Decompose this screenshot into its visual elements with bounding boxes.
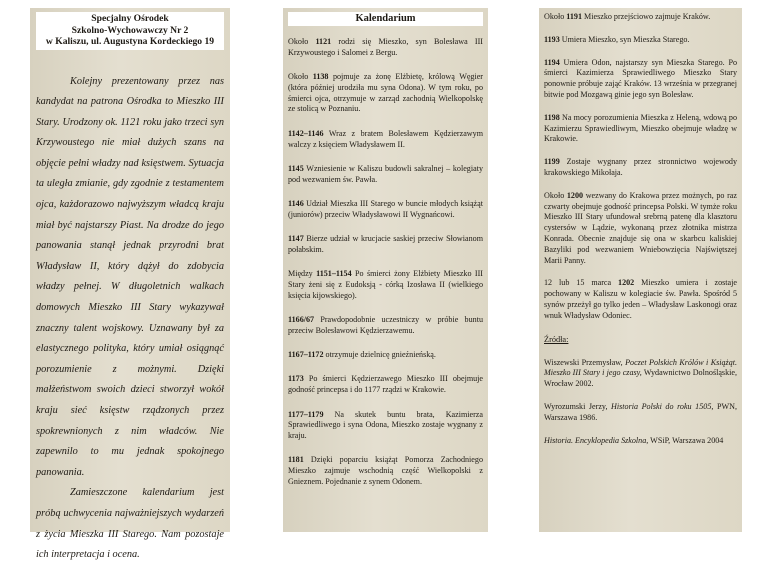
intro-paragraph: Zamieszczone kalendarium jest próbą uchwycenia najważniejszych wydarzeń z życia Mieszka III Starego. Nam pozostaje ich interpretacja i ocena. (36, 487, 224, 561)
entry-text: rodzi się Mieszko, syn Bolesława III Krzywoustego i Salomei z Bergu. (288, 37, 484, 57)
calendar-entry (544, 191, 737, 267)
entry-year: 1200 (566, 190, 584, 200)
entry-text: Bierze udział w krucjacie saskiej przeciw Słowianom połabskim. (288, 234, 483, 254)
intro-text (36, 72, 224, 566)
calendar-entry (288, 37, 483, 59)
entry-year: 1167–1172 (288, 350, 324, 360)
entry-year: 1199 (544, 157, 560, 167)
school-name-line-1: Specjalny Ośrodek (91, 13, 169, 24)
entry-text: Mieszko umiera i zostaje pochowany w Kaliszu w kolegiacie św. Pawła. Spośród 5 synów przeżył go tylko jeden – Władysław Laskonogi oraz wnuk Władysław Odoniec. (544, 278, 737, 320)
entry-text: Wraz z bratem Bolesławem Kędzierzawym walczy z księciem Władysławem II. (288, 128, 483, 149)
calendar-title: Kalendarium (288, 12, 483, 26)
calendar-entry (544, 157, 737, 179)
entry-year: 1166/67 (288, 315, 315, 325)
entry-text: Na mocy porozumienia Mieszka z Heleną, wdową po Kazimierzu Sprawiedliwym, Mieszko obejmuje władzę w Krakowie. (544, 112, 737, 144)
school-address: w Kaliszu, ul. Augustyna Kordeckiego 19 (45, 36, 215, 47)
entry-text: Umiera Odon, najstarszy syn Mieszka Starego. Po śmierci Kazimierza Sprawiedliwego Mieszko Stary ponownie próbuje zająć Kraków. 13 września w przegranej bitwie pod Mozgawą ginie jego syn Bolesław. (544, 57, 737, 99)
entry-text: Po śmierci Kędzierzawego Mieszko III obejmuje godność princepsa i do 1177 rządzi w Krakowie. (288, 374, 483, 395)
calendar-entry (544, 278, 737, 321)
calendar-entry (288, 455, 483, 487)
calendar-entry (544, 35, 737, 46)
calendar-entry (288, 350, 483, 361)
intro-panel (30, 8, 230, 561)
calendar-entry (288, 269, 483, 301)
entry-year: 1146 (288, 198, 304, 208)
entry-year: 1193 (544, 34, 560, 44)
source-publisher: , PWN, Warszawa 1986. (544, 401, 737, 422)
calendar-entries-list (544, 12, 737, 322)
entry-text: Po śmierci żony Elżbiety Mieszko III Stary żeni się z Eudoksją - córką Izosława II (wielkiego księcia kijowskiego). (288, 269, 483, 300)
calendar-entry (288, 315, 483, 337)
entry-year: 1121 (315, 37, 332, 46)
entry-text: Wzniesienie w Kaliszu budowli sakralnej – kolegiaty pod wezwaniem św. Pawła. (288, 163, 483, 184)
source-title: Historia Polski do roku 1505 (611, 401, 712, 411)
calendar-entry (288, 129, 483, 151)
entry-year: 1138 (312, 72, 329, 82)
calendar-entry (288, 72, 483, 115)
calendar-entry (544, 12, 737, 23)
source-author: Wyrozumski Jerzy, (544, 401, 612, 411)
entry-text: Umiera Mieszko, syn Mieszka Starego. (559, 34, 690, 44)
entry-text: pojmuje za żonę Elżbietę, królową Węgier (która później urodziła mu syna Odona). W tym roku, po śmierci ojca, otrzymuje w zarząd zachodnią Wielkopolskę ze stolicą w Poznaniu. (288, 72, 484, 114)
entry-year: 1177–1179 (288, 409, 324, 419)
source-item (544, 402, 737, 424)
calendar-entry (288, 199, 483, 221)
entry-prefix: Między (288, 269, 317, 279)
entry-text: Mieszko przejściowo zajmuje Kraków. (582, 12, 711, 21)
entry-prefix: Około (288, 72, 313, 82)
calendar-entry (288, 164, 483, 186)
entry-text: wezwany do Krakowa przez możnych, po raz czwarty obejmuje godność princepsa Polski. W tymże roku Mieszko III Stary ufundował srebrną patenę dla klasztoru cystersów w Lądzie, wykonaną przez złotnika mistrza Konrada. Obecnie znajduje się ona w skarbcu kaliskiej Bazyliki pod wezwaniem Wniebowzięcia Najświętszej Marii Panny. (544, 190, 737, 265)
entry-year: 1147 (288, 234, 304, 244)
source-publisher: Wydawnictwo Dolnośląskie, Wrocław 2002. (544, 368, 737, 389)
source-publisher: , WSiP, Warszawa 2004 (646, 435, 724, 445)
entry-year: 1145 (288, 163, 304, 173)
entry-year: 1191 (566, 12, 583, 21)
entry-year: 1142–1146 (288, 128, 324, 138)
sources-heading: Źródła: (544, 334, 569, 344)
source-title: Poczet Polskich Królów i Książąt. Mieszko III Stary i jego czasy, (544, 357, 738, 378)
entry-year: 1202 (618, 278, 635, 288)
entry-year: 1194 (544, 57, 560, 67)
entry-prefix: Około (544, 12, 567, 21)
calendar-entry (288, 234, 483, 256)
intro-paragraph: Kolejny prezentowany przez nas kandydat na patrona Ośrodka to Mieszko III Stary. Urodzony ok. 1121 roku jako trzeci syn Krzywoustego nie miał dużych szans na objęcie pełni władzy nad księstwem. Sytuacja ta uległa zmianie, gdy zgodnie z testamentem ojca, każdorazowo najwyższym władcą kraju miał być najstarszy Piast. Na drodze do jego panowania stanął jednak przyrodni brat Władysław II, który dążył do zdobycia władzy pełnej. W długoletnich walkach domowych Mieszko III Stary wykazywał znaczny talent wojskowy. Uznawany był za elastycznego polityka, który umiał osiągnąć porozumienie z możnymi. Dzięki małżeństwom swoich dzieci stworzył wokół kraju sieć księstw rządzonych przez spokrewnionych z nim władców. Nie zapewnilo to mu jednak spokojnego panowania. (36, 75, 224, 478)
sources-list (544, 358, 737, 447)
entry-text: otrzymuje dzielnicę gnieźnieńską. (323, 350, 436, 360)
source-author: Wiszewski Przemysław, (544, 357, 626, 367)
calendar-entry (288, 410, 483, 442)
school-name-line-2: Szkolno-Wychowawczy Nr 2 (71, 24, 189, 36)
school-header (36, 12, 224, 50)
entry-text: Na skutek buntu brata, Kazimierza Sprawiedliwego i syna Odona, Mieszko zostaje wygnany z kraju. (288, 409, 483, 441)
entry-year: 1173 (288, 374, 304, 384)
entry-text: Prawdopodobnie uczestniczy w próbie buntu przeciw Bolesławowi Kędzierzawemu. (288, 315, 483, 335)
entry-prefix: Około (288, 37, 316, 46)
calendar-entry (544, 113, 737, 145)
calendar-panel (283, 8, 488, 532)
entry-year: 1151–1154 (316, 269, 352, 279)
source-item (544, 358, 737, 390)
calendar-entry (288, 374, 483, 396)
entry-prefix: Około (544, 190, 567, 200)
source-item (544, 436, 737, 447)
entry-year: 1198 (544, 112, 560, 122)
calendar-continued-panel (539, 8, 742, 532)
source-title: Historia. Encyklopedia Szkolna (544, 435, 647, 445)
entry-text: Zostaje wygnany przez stronnictwo wojewody krakowskiego Mikołaja. (544, 157, 737, 177)
calendar-entries (288, 37, 483, 488)
entry-text: Dzięki poparciu książąt Pomorza Zachodniego Mieszko zajmuje wschodnią część Wielkopolski z Gnieznem. Pojednanie z synem Odonem. (288, 455, 483, 487)
entry-year: 1181 (288, 455, 304, 465)
entry-text: Udział Mieszka III Starego w buncie młodych książąt (juniorów) przeciw Władysławowi II Wygnańcowi. (288, 198, 483, 219)
entry-prefix: 12 lub 15 marca (544, 278, 619, 288)
calendar-entry (544, 58, 737, 101)
calendar-entries (544, 12, 737, 446)
